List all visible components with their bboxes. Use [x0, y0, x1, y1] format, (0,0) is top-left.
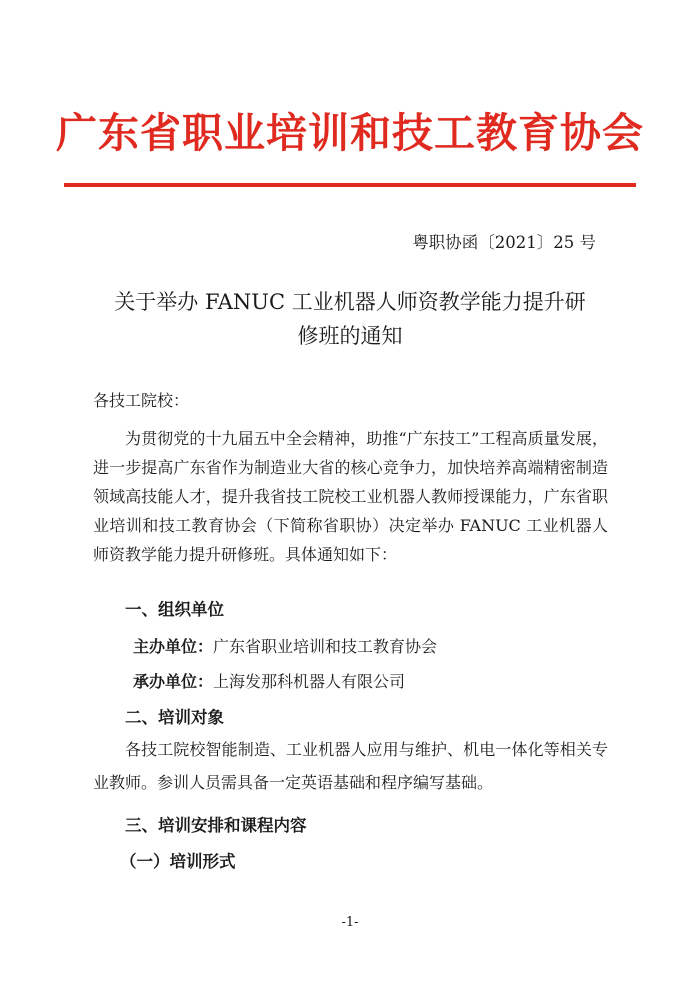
section-2-heading: 二、培训对象 — [125, 708, 224, 727]
intro-paragraph: 为贯彻党的十九届五中全会精神，助推“广东技工”工程高质量发展，进一步提高广东省作为制造业大省的核心竞争力，加快培养高端精密制造领域高技能人才，提升我省技工院校工业机器人教师授课能力，广东省职业培训和技工教育协会（下简称省职协）决定举办 FANUC 工业机器人师资教学能力提升研修班。具体通知如下： — [93, 429, 608, 564]
document-title-line-2: 修班的通知 — [297, 324, 403, 348]
section-3-sub-heading: （一）培训形式 — [120, 852, 236, 871]
host-unit-value: 广东省职业培训和技工教育协会 — [213, 637, 438, 656]
host-unit-line — [133, 634, 437, 660]
host-unit-label: 主办单位： — [133, 637, 214, 656]
document-title-line-1: 关于举办 FANUC 工业机器人师资教学能力提升研 — [114, 290, 586, 314]
section-2-paragraph: 各技工院校智能制造、工业机器人应用与维护、机电一体化等相关专业教师。参训人员需具备一定英语基础和程序编写基础。 — [93, 740, 608, 792]
organization-header: 广东省职业培训和技工教育协会 — [56, 109, 644, 157]
page-number: -1- — [341, 915, 359, 930]
salutation: 各技工院校： — [93, 391, 190, 410]
organizer-unit-label: 承办单位： — [133, 672, 214, 691]
document-title — [80, 285, 620, 353]
header-red-rule — [64, 183, 636, 187]
section-1-heading: 一、组织单位 — [125, 600, 224, 619]
section-3-heading: 三、培训安排和课程内容 — [125, 816, 307, 835]
document-number: 粤职协函〔2021〕25 号 — [412, 233, 596, 252]
organizer-unit-line — [133, 669, 405, 695]
organizer-unit-value: 上海发那科机器人有限公司 — [213, 672, 406, 691]
